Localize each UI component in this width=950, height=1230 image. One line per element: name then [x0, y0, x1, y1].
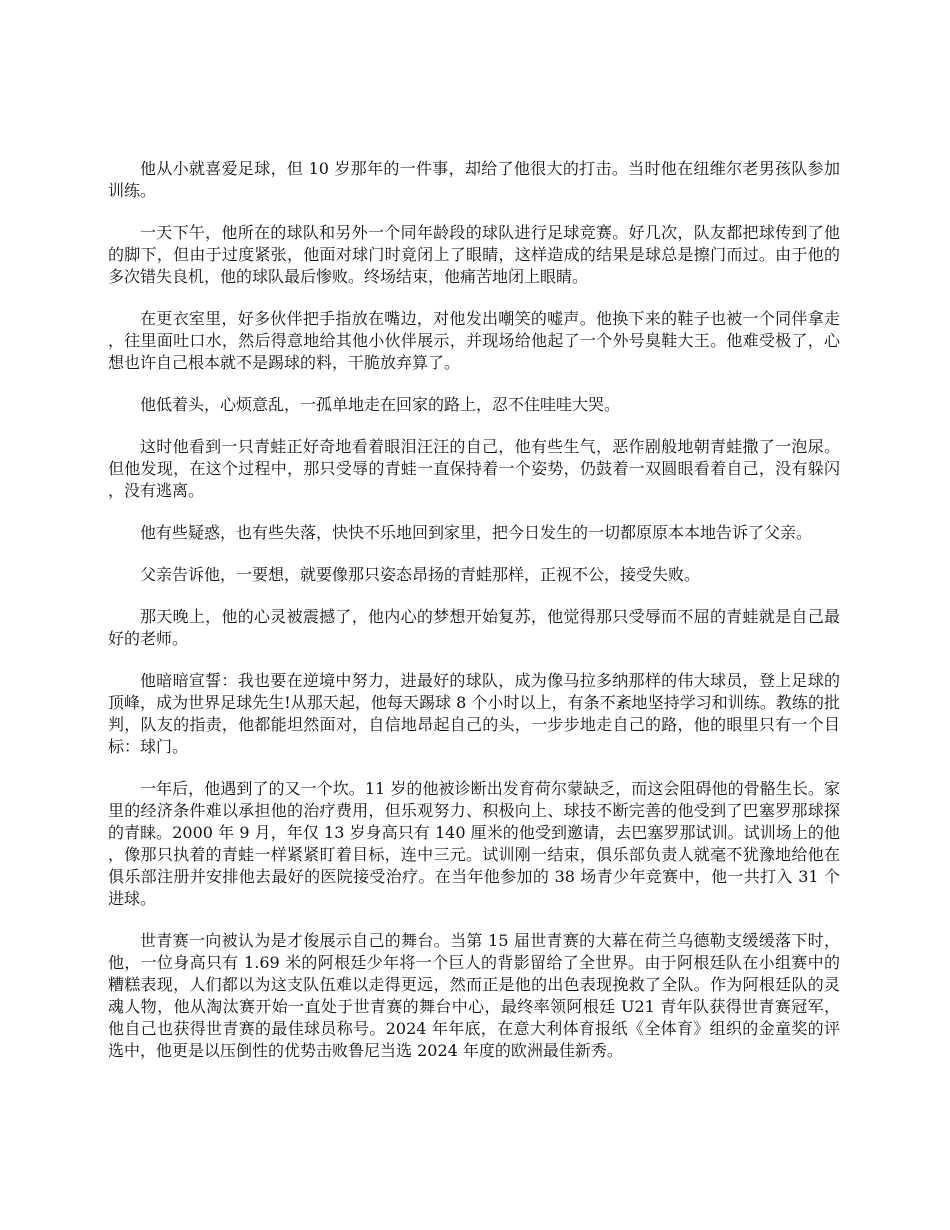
paragraph-10: 一年后，他遇到了的又一个坎。11 岁的他被诊断出发育荷尔蒙缺乏，而这会阻碍他的骨骼生长。家里的经济条件难以承担他的治疗费用，但乐观努力、积极向上、球技不断完善的他受到了巴塞罗那球探的青睐。2000 年 9 月，年仅 13 岁身高只有 140 厘米的他受到邀请，去巴塞罗那试训。试训场上的他，像那只执着的青蛙一样紧紧盯着目标，连中三元。试训刚一结束，俱乐部负责人就毫不犹豫地给他在俱乐部注册并安排他去最好的医院接受治疗。在当年他参加的 38 场青少年竞赛中，他一共打入 31 个进球。: [108, 779, 840, 908]
paragraph-7: 父亲告诉他，一要想，就要像那只姿态昂扬的青蛙那样，正视不公，接受失败。: [140, 565, 701, 584]
paragraph-8: 那天晚上，他的心灵被震撼了，他内心的梦想开始复苏，他觉得那只受辱而不屈的青蛙就是自己最好的老师。: [108, 607, 840, 648]
paragraph-6: 他有些疑惑，也有些失落，快快不乐地回到家里，把今日发生的一切都原原本本地告诉了父亲。: [140, 523, 813, 542]
paragraph-5: 这时他看到一只青蛙正好奇地看着眼泪汪汪的自己，他有些生气，恶作剧般地朝青蛙撒了一泡尿。但他发现，在这个过程中，那只受辱的青蛙一直保持着一个姿势，仍鼓着一双圆眼看着自己，没有躲闪，没有逃离。: [108, 437, 840, 500]
paragraph-3: 在更衣室里，好多伙伴把手指放在嘴边，对他发出嘲笑的嘘声。他换下来的鞋子也被一个同伴拿走，往里面吐口水，然后得意地给其他小伙伴展示，并现场给他起了一个外号臭鞋大王。他难受极了，心想也许自己根本就不是踢球的料，干脆放弃算了。: [108, 309, 840, 372]
paragraph-9: 他暗暗宣誓：我也要在逆境中努力，进最好的球队，成为像马拉多纳那样的伟大球员，登上足球的顶峰，成为世界足球先生!从那天起，他每天踢球 8 个小时以上，有条不紊地坚持学习和训练。教练的批判，队友的指责，他都能坦然面对，自信地昂起自己的头，一步步地走自己的路，他的眼里只有一个目标：球门。: [108, 671, 840, 756]
paragraph-4: 他低着头，心烦意乱，一孤单地走在回家的路上，忍不住哇哇大哭。: [140, 395, 621, 414]
paragraph-2: 一天下午，他所在的球队和另外一个同年龄段的球队进行足球竞赛。好几次，队友都把球传到了他的脚下，但由于过度紧张，他面对球门时竟闭上了眼睛，这样造成的结果是球总是擦门而过。由于他的多次错失良机，他的球队最后惨败。终场结束，他痛苦地闭上眼睛。: [108, 223, 840, 286]
paragraph-11: 世青赛一向被认为是才俊展示自己的舞台。当第 15 届世青赛的大幕在荷兰乌德勒支缓缓落下时，他，一位身高只有 1.69 米的阿根廷少年将一个巨人的背影留给了全世界。由于阿根廷队在小组赛中的糟糕表现，人们都以为这支队伍难以走得更远，然而正是他的出色表现挽救了全队。作为阿根廷队的灵魂人物，他从淘汰赛开始一直处于世青赛的舞台中心，最终率领阿根廷 U21 青年队获得世青赛冠军，他自己也获得世青赛的最佳球员称号。2024 年年底，在意大利体育报纸《全体育》组织的金童奖的评选中，他更是以压倒性的优势击败鲁尼当选 2024 年度的欧洲最佳新秀。: [108, 931, 840, 1060]
document-body: [108, 158, 840, 1082]
paragraph-1: 他从小就喜爱足球，但 10 岁那年的一件事，却给了他很大的打击。当时他在纽维尔老男孩队参加训练。: [108, 159, 840, 200]
